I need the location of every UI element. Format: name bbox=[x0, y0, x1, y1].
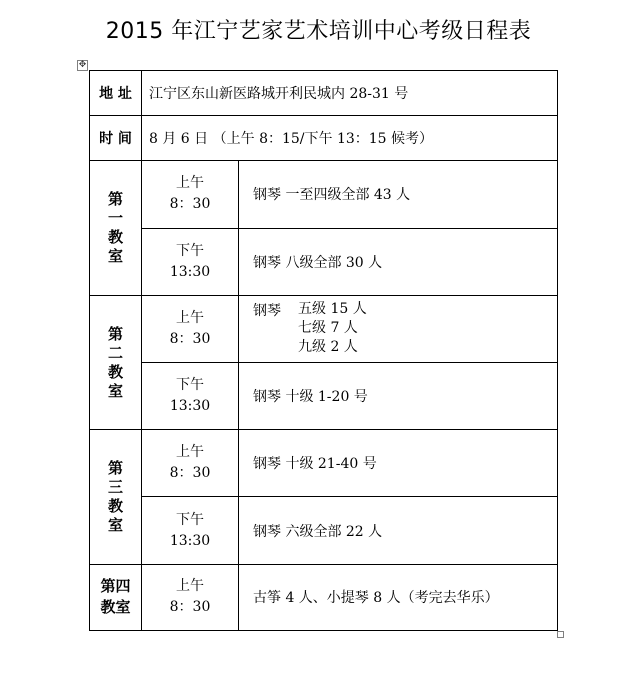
room-2-label: 第 二 教 室 bbox=[90, 295, 142, 429]
schedule-table bbox=[89, 70, 558, 631]
session-time: 下午 13:30 bbox=[142, 497, 239, 564]
session-time: 下午 13:30 bbox=[142, 363, 239, 430]
table-row bbox=[90, 295, 558, 362]
session-time: 上午 8：30 bbox=[142, 564, 239, 630]
table-resize-handle[interactable] bbox=[557, 631, 564, 638]
grade-line: 五级 15 人 bbox=[298, 301, 367, 318]
room-1-label: 第 一 教 室 bbox=[90, 161, 142, 295]
address-row bbox=[90, 71, 558, 116]
session-detail: 钢琴 六级全部 22 人 bbox=[239, 497, 558, 564]
grade-line: 七级 7 人 bbox=[298, 320, 358, 337]
time-value: 8 月 6 日 （上午 8：15/下午 13：15 候考） bbox=[142, 116, 558, 161]
session-time: 上午 8：30 bbox=[142, 161, 239, 228]
address-value: 江宁区东山新医路城开利民城内 28-31 号 bbox=[142, 71, 558, 116]
session-detail: 钢琴 十级 21-40 号 bbox=[239, 430, 558, 497]
table-row bbox=[90, 497, 558, 564]
table-row bbox=[90, 363, 558, 430]
page-title: 2015 年江宁艺家艺术培训中心考级日程表 bbox=[105, 19, 532, 44]
table-row bbox=[90, 228, 558, 295]
time-row bbox=[90, 116, 558, 161]
room-3-label: 第 三 教 室 bbox=[90, 430, 142, 564]
session-time: 上午 8：30 bbox=[142, 295, 239, 362]
session-time: 上午 8：30 bbox=[142, 430, 239, 497]
grade-line: 九级 2 人 bbox=[298, 339, 358, 356]
session-detail: 钢琴 一至四级全部 43 人 bbox=[239, 161, 558, 228]
table-row bbox=[90, 430, 558, 497]
session-detail bbox=[239, 295, 558, 362]
instrument-label: 钢琴 bbox=[253, 303, 281, 320]
session-detail: 钢琴 十级 1-20 号 bbox=[239, 363, 558, 430]
table-row bbox=[90, 161, 558, 228]
room-4-label: 第四 教室 bbox=[90, 564, 142, 630]
table-row bbox=[90, 564, 558, 630]
session-time: 下午 13:30 bbox=[142, 228, 239, 295]
address-label: 地 址 bbox=[90, 71, 142, 116]
move-icon[interactable]: ✥ bbox=[78, 60, 87, 70]
session-detail: 古筝 4 人、小提琴 8 人（考完去华乐） bbox=[239, 564, 558, 630]
session-detail: 钢琴 八级全部 30 人 bbox=[239, 228, 558, 295]
time-label: 时 间 bbox=[90, 116, 142, 161]
